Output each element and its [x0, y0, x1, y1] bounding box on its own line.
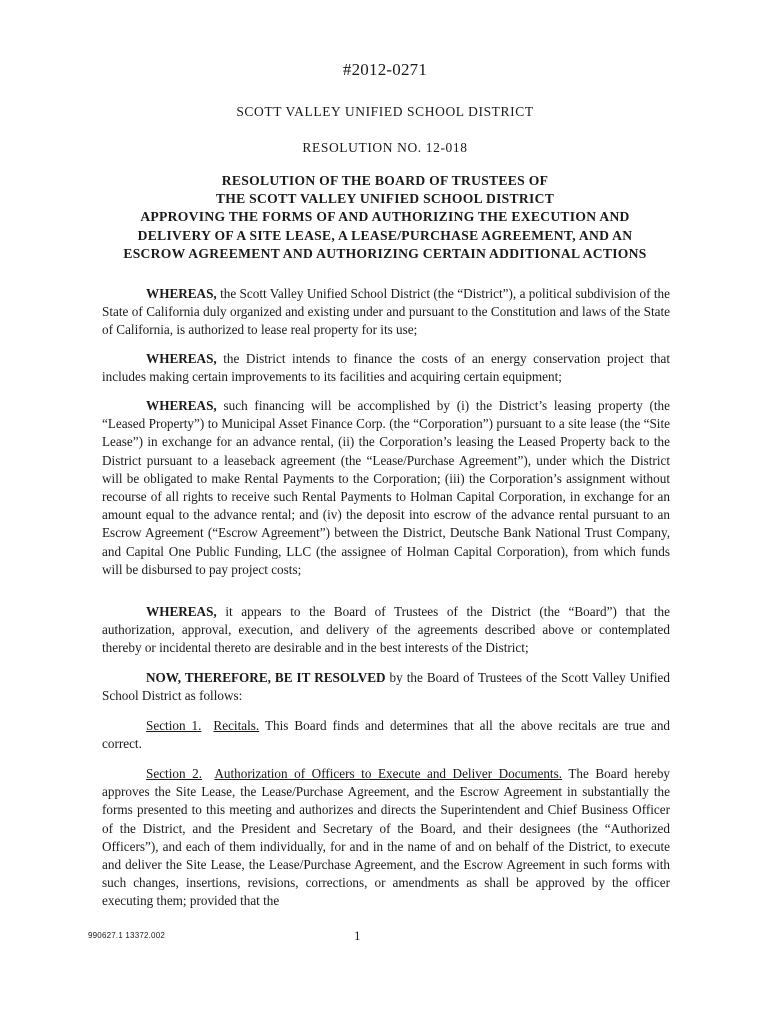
recital-paragraph-2: [102, 350, 670, 386]
title-line: RESOLUTION OF THE BOARD OF TRUSTEES OF: [221, 173, 549, 188]
recital-lead: WHEREAS,: [146, 286, 217, 301]
recital-text: it appears to the Board of Trustees of the District (the “Board”) that the authorization, approval, execution, and delivery of the agreements described above or contemplated thereby or incidental thereto are desirable and in the best interests of the District;: [102, 604, 670, 656]
recital-lead: WHEREAS,: [146, 351, 217, 366]
resolved-lead: NOW, THEREFORE, BE IT RESOLVED: [146, 670, 386, 685]
section-heading: Authorization of Officers to Execute and Deliver Documents.: [214, 766, 563, 781]
resolution-title: [90, 172, 680, 263]
section-heading: Recitals.: [213, 718, 260, 733]
section-2: [102, 765, 670, 911]
title-line: ESCROW AGREEMENT AND AUTHORIZING CERTAIN ADDITIONAL ACTIONS: [123, 245, 647, 261]
recital-lead: WHEREAS,: [146, 398, 217, 413]
footer-document-id: 990627.1 13372.002: [88, 931, 166, 940]
section-number: Section 1.: [146, 718, 202, 733]
resolved-paragraph: [102, 669, 670, 705]
recital-text: the District intends to finance the costs of an energy conservation project that includes making certain improvements to its facilities and acquiring certain equipment;: [102, 351, 670, 385]
page-number: 1: [354, 928, 361, 943]
title-line: APPROVING THE FORMS OF AND AUTHORIZING THE EXECUTION AND: [140, 209, 630, 225]
resolution-number: RESOLUTION NO. 12-018: [302, 140, 468, 155]
section-1: [102, 717, 670, 753]
recital-paragraph-4: [102, 603, 670, 658]
recital-text: such financing will be accomplished by (i) the District’s leasing property (the “Leased Property”) to Municipal Asset Finance Corp. (the “Corporation”) pursuant to a site lease (the “Site Lease”) in exchange for an advance rental, (ii) the Corporation’s leasing the Leased Property back to the District pursuant to a leaseback agreement (the “Lease/Purchase Agreement”), under which the District will be obligated to make Rental Payments to the Corporation; (iii) the Corporation’s assignment without recourse of all rights to receive such Rental Payments to Holman Capital Corporation, in exchange for an amount equal to the advance rental; and (iv) the deposit into escrow of the advance rental pursuant to an Escrow Agreement (“Escrow Agreement”) between the District, Deutsche Bank National Trust Company, and Capital One Public Funding, LLC (the assignee of Holman Capital Corporation), from which funds will be disbursed to pay project costs;: [102, 398, 670, 577]
title-line: DELIVERY OF A SITE LEASE, A LEASE/PURCHASE AGREEMENT, AND AN: [137, 227, 633, 243]
section-text: This Board finds and determines that all the above recitals are true and correct.: [102, 718, 671, 752]
recital-lead: WHEREAS,: [146, 604, 217, 619]
recital-paragraph-3: [102, 397, 670, 579]
recital-text: the Scott Valley Unified School District (the “District”), a political subdivision of the State of California duly organized and existing under and pursuant to the Constitution and laws of the State of California, is authorized to lease real property for its use;: [102, 286, 670, 338]
section-number: Section 2.: [146, 766, 202, 781]
title-line: THE SCOTT VALLEY UNIFIED SCHOOL DISTRICT: [215, 191, 555, 207]
section-text: The Board hereby approves the Site Lease, the Lease/Purchase Agreement, and the Escrow Agreement in substantially the forms presented to this meeting and authorizes and directs the Superintendent and Chief Business Officer of the District, and the President and Secretary of the Board, and their designees (the “Authorized Officers”), and each of them individually, for and in the name of and on behalf of the District, to execute and deliver the Site Lease, the Lease/Purchase Agreement, and the Escrow Agreement in such forms with such changes, insertions, revisions, corrections, or amendments as shall be approved by the officer executing them; provided that the: [102, 766, 671, 909]
recital-paragraph-1: [102, 285, 670, 340]
resolved-text: by the Board of Trustees of the Scott Valley Unified School District as follows:: [102, 670, 670, 704]
document-number: #2012-0271: [342, 60, 428, 79]
district-name: SCOTT VALLEY UNIFIED SCHOOL DISTRICT: [236, 104, 534, 119]
